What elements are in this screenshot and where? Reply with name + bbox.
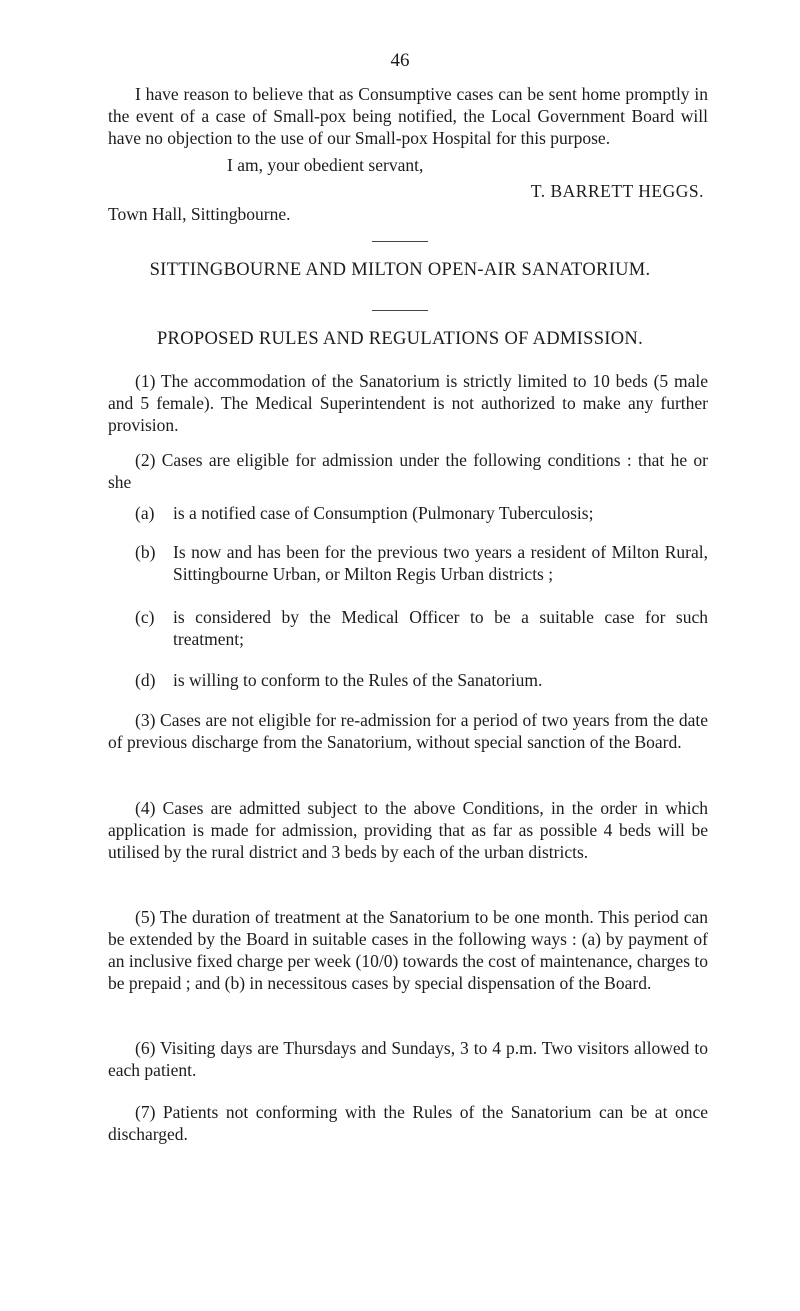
- rule-3: (3) Cases are not eligible for re-admission for a period of two years from the date of previous discharge from the Sanatorium, without special sanction of the Board.: [108, 710, 708, 752]
- condition-text: is considered by the Medical Officer to be a suitable case for such treatment;: [173, 607, 708, 649]
- rule-4: (4) Cases are admitted subject to the above Conditions, in the order in which application is made for admission, providing that as far as possible 4 beds will be utilised by the rural district and 3 beds by each of the urban districts.: [108, 798, 708, 862]
- rule-1: (1) The accommodation of the Sanatorium is strictly limited to 10 beds (5 male and 5 female). The Medical Superintendent is not authorized to make any further provision.: [108, 371, 708, 435]
- letter-closing: I am, your obedient servant,: [227, 155, 424, 175]
- rule-6: (6) Visiting days are Thursdays and Sundays, 3 to 4 p.m. Two visitors allowed to each patient.: [108, 1038, 708, 1080]
- condition-label: (b): [135, 542, 156, 562]
- rule-5: (5) The duration of treatment at the Sanatorium to be one month. This period can be extended by the Board in suitable cases in the following ways : (a) by payment of an inclusive fixed charge per week (10/0) towards the cost of maintenance, charges to be prepaid ; and (b) in necessitous cases by special dispensation of the Board.: [108, 907, 708, 993]
- condition-label: (c): [135, 607, 155, 627]
- rule-7: (7) Patients not conforming with the Rules of the Sanatorium can be at once discharged.: [108, 1102, 708, 1144]
- rule-2: (2) Cases are eligible for admission under the following conditions : that he or she: [108, 450, 708, 492]
- condition-text: Is now and has been for the previous two years a resident of Milton Rural, Sittingbourne Urban, or Milton Regis Urban districts ;: [173, 542, 708, 584]
- rule-2-condition-c: [135, 606, 708, 650]
- condition-text: is a notified case of Consumption (Pulmonary Tuberculosis;: [173, 503, 594, 523]
- condition-text: is willing to conform to the Rules of the Sanatorium.: [173, 670, 543, 690]
- divider: [372, 310, 428, 311]
- letter-signature: T. BARRETT HEGGS.: [530, 181, 704, 201]
- rules-title: PROPOSED RULES AND REGULATIONS OF ADMISSION.: [156, 329, 644, 349]
- section-title: SITTINGBOURNE AND MILTON OPEN-AIR SANATORIUM.: [149, 260, 651, 280]
- page-number: 46: [390, 50, 410, 71]
- condition-label: (a): [135, 503, 155, 523]
- letter-body: I have reason to believe that as Consumptive cases can be sent home promptly in the event of a case of Small-pox being notified, the Local Government Board will have no objection to the use of our Small-pox Hospital for this purpose.: [108, 84, 708, 148]
- condition-label: (d): [135, 670, 156, 690]
- rule-2-condition-a: [135, 502, 708, 524]
- rule-2-condition-b: [135, 541, 708, 585]
- letter-address: Town Hall, Sittingbourne.: [108, 204, 291, 224]
- divider: [372, 241, 428, 242]
- rule-2-condition-d: [135, 669, 708, 691]
